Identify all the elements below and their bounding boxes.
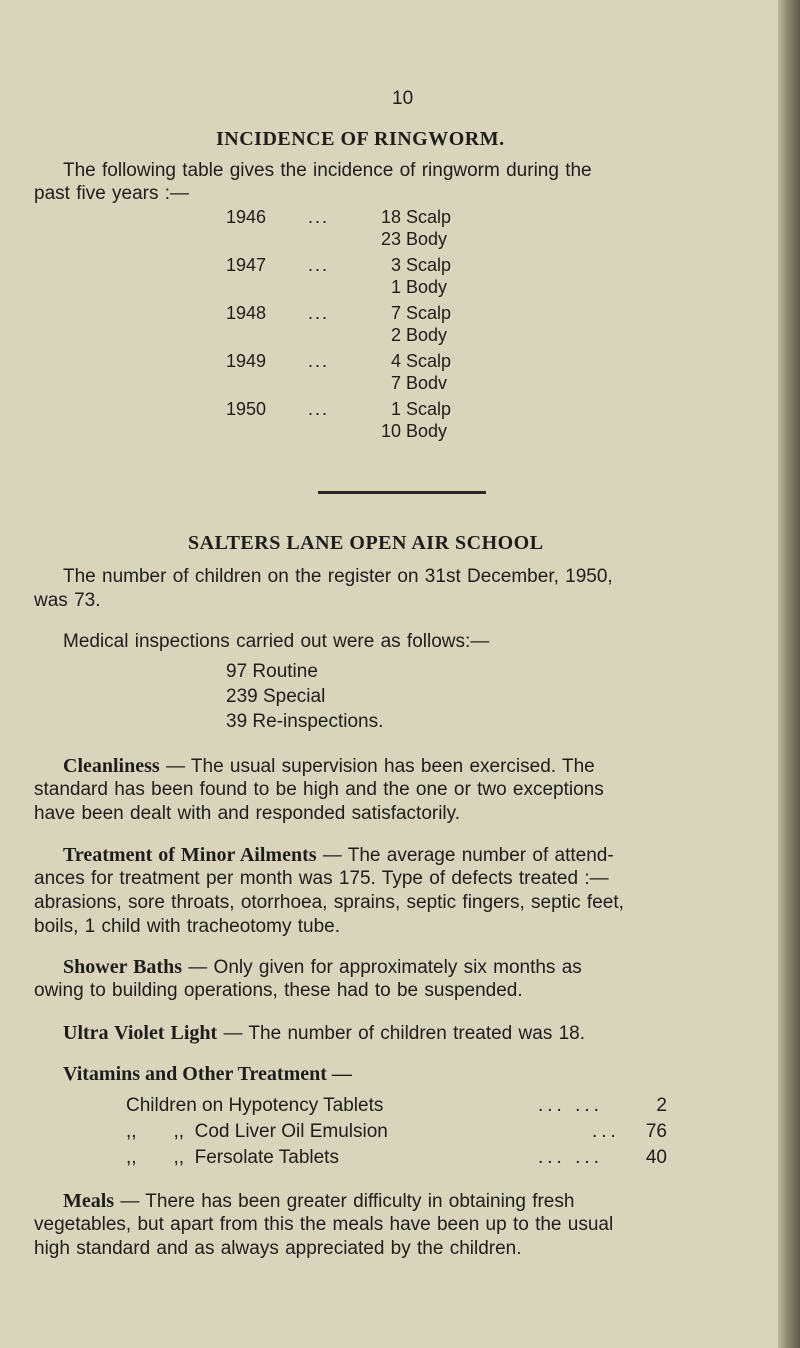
ringworm-body-count: 7: [390, 373, 401, 393]
cleanliness-line2: standard has been found to be high and the one or two exceptions: [34, 779, 604, 800]
treatment-text: — The average number of attend-: [322, 845, 614, 866]
cleanliness-line3: have been dealt with and responded satisfactorily.: [34, 803, 461, 824]
ringworm-scalp-label: Scalp: [406, 207, 452, 227]
vitamin-item-label: ,, ,, Cod Liver Oil Emulsion: [126, 1121, 388, 1142]
ultra-violet-line: [63, 1021, 585, 1046]
ringworm-body-label: Bodv: [406, 373, 448, 393]
treatment-line1: [63, 843, 614, 868]
ringworm-scalp-label: Scalp: [406, 303, 452, 323]
ultra-violet-lead: Ultra Violet Light: [63, 1022, 218, 1044]
vitamin-item-value: 2: [656, 1095, 667, 1116]
ringworm-scalp-count: 1: [390, 399, 401, 419]
leader-dots: ... ...: [538, 1095, 603, 1116]
leader-dots: ...: [308, 351, 330, 371]
meals-line3: high standard and as always appreciated by the children.: [34, 1238, 522, 1259]
vitamin-item-value: 40: [645, 1147, 667, 1168]
cleanliness-text: — The usual supervision has been exercised. The: [165, 756, 595, 777]
ultra-violet-text: — The number of children treated was 18.: [223, 1023, 586, 1044]
ringworm-year: 1947: [226, 255, 267, 275]
vitamins-heading: Vitamins and Other Treatment —: [63, 1063, 352, 1085]
meals-lead: Meals: [63, 1190, 115, 1212]
ringworm-body-label: Body: [406, 229, 448, 249]
ringworm-year: 1950: [226, 399, 267, 419]
treatment-line2: ances for treatment per month was 175. Type of defects treated :—: [34, 868, 609, 889]
ringworm-body-label: Body: [406, 277, 448, 297]
ringworm-body-count: 23: [380, 229, 401, 249]
ringworm-body-count: 2: [390, 325, 401, 345]
treatment-line4: boils, 1 child with tracheotomy tube.: [34, 916, 340, 937]
vitamin-item-label: ,, ,, Fersolate Tablets: [126, 1147, 339, 1168]
shower-line1: [63, 955, 582, 980]
ringworm-year: 1948: [226, 303, 267, 323]
ringworm-scalp-label: Scalp: [406, 351, 452, 371]
shower-lead: Shower Baths: [63, 956, 182, 978]
ringworm-scalp-count: 18: [380, 207, 401, 227]
treatment-lead: Treatment of Minor Ailments: [63, 844, 317, 866]
inspection-reinspections: 39 Re-inspections.: [226, 711, 384, 732]
cleanliness-line1: [63, 754, 595, 779]
page-number: 10: [392, 88, 414, 109]
ringworm-year: 1949: [226, 351, 267, 371]
shower-line2: owing to building operations, these had to be suspended.: [34, 980, 523, 1001]
ringworm-body-label: Body: [406, 421, 448, 441]
inspection-special: 239 Special: [226, 686, 326, 707]
ringworm-scalp-count: 3: [390, 255, 401, 275]
shower-text: — Only given for approximately six months as: [188, 957, 582, 978]
meals-text: — There has been greater difficulty in obtaining fresh: [120, 1191, 575, 1212]
school-heading: SALTERS LANE OPEN AIR SCHOOL: [188, 532, 544, 554]
cleanliness-lead: Cleanliness: [63, 755, 160, 777]
ringworm-body-label: Body: [406, 325, 448, 345]
leader-dots: ...: [308, 303, 330, 323]
ringworm-scalp-label: Scalp: [406, 255, 452, 275]
ringworm-scalp-count: 7: [390, 303, 401, 323]
meals-line2: vegetables, but apart from this the meals have been up to the usual: [34, 1214, 614, 1235]
inspection-routine: 97 Routine: [226, 661, 318, 682]
ringworm-intro-line1: The following table gives the incidence of ringworm during the: [63, 160, 592, 181]
page-edge-shadow: [778, 0, 800, 1348]
vitamin-item-value: 76: [645, 1121, 667, 1142]
leader-dots: ...: [308, 255, 330, 275]
ringworm-year: 1946: [226, 207, 267, 227]
ringworm-scalp-label: Scalp: [406, 399, 452, 419]
register-line1: The number of children on the register on 31st December, 1950,: [63, 566, 613, 587]
ringworm-intro-line2: past five years :—: [34, 183, 190, 204]
register-line2: was 73.: [34, 590, 101, 611]
ringworm-scalp-count: 4: [390, 351, 401, 371]
ringworm-heading: INCIDENCE OF RINGWORM.: [216, 128, 505, 150]
ringworm-body-count: 10: [380, 421, 401, 441]
leader-dots: ... ...: [538, 1147, 603, 1168]
meals-line1: [63, 1189, 574, 1214]
treatment-line3: abrasions, sore throats, otorrhoea, sprains, septic fingers, septic feet,: [34, 892, 624, 913]
leader-dots: ...: [308, 399, 330, 419]
section-divider: [318, 491, 486, 494]
leader-dots: ...: [308, 207, 330, 227]
leader-dots: ...: [592, 1121, 620, 1142]
ringworm-body-count: 1: [390, 277, 401, 297]
inspections-intro: Medical inspections carried out were as follows:—: [63, 631, 490, 652]
vitamin-item-label: Children on Hypotency Tablets: [126, 1095, 384, 1116]
